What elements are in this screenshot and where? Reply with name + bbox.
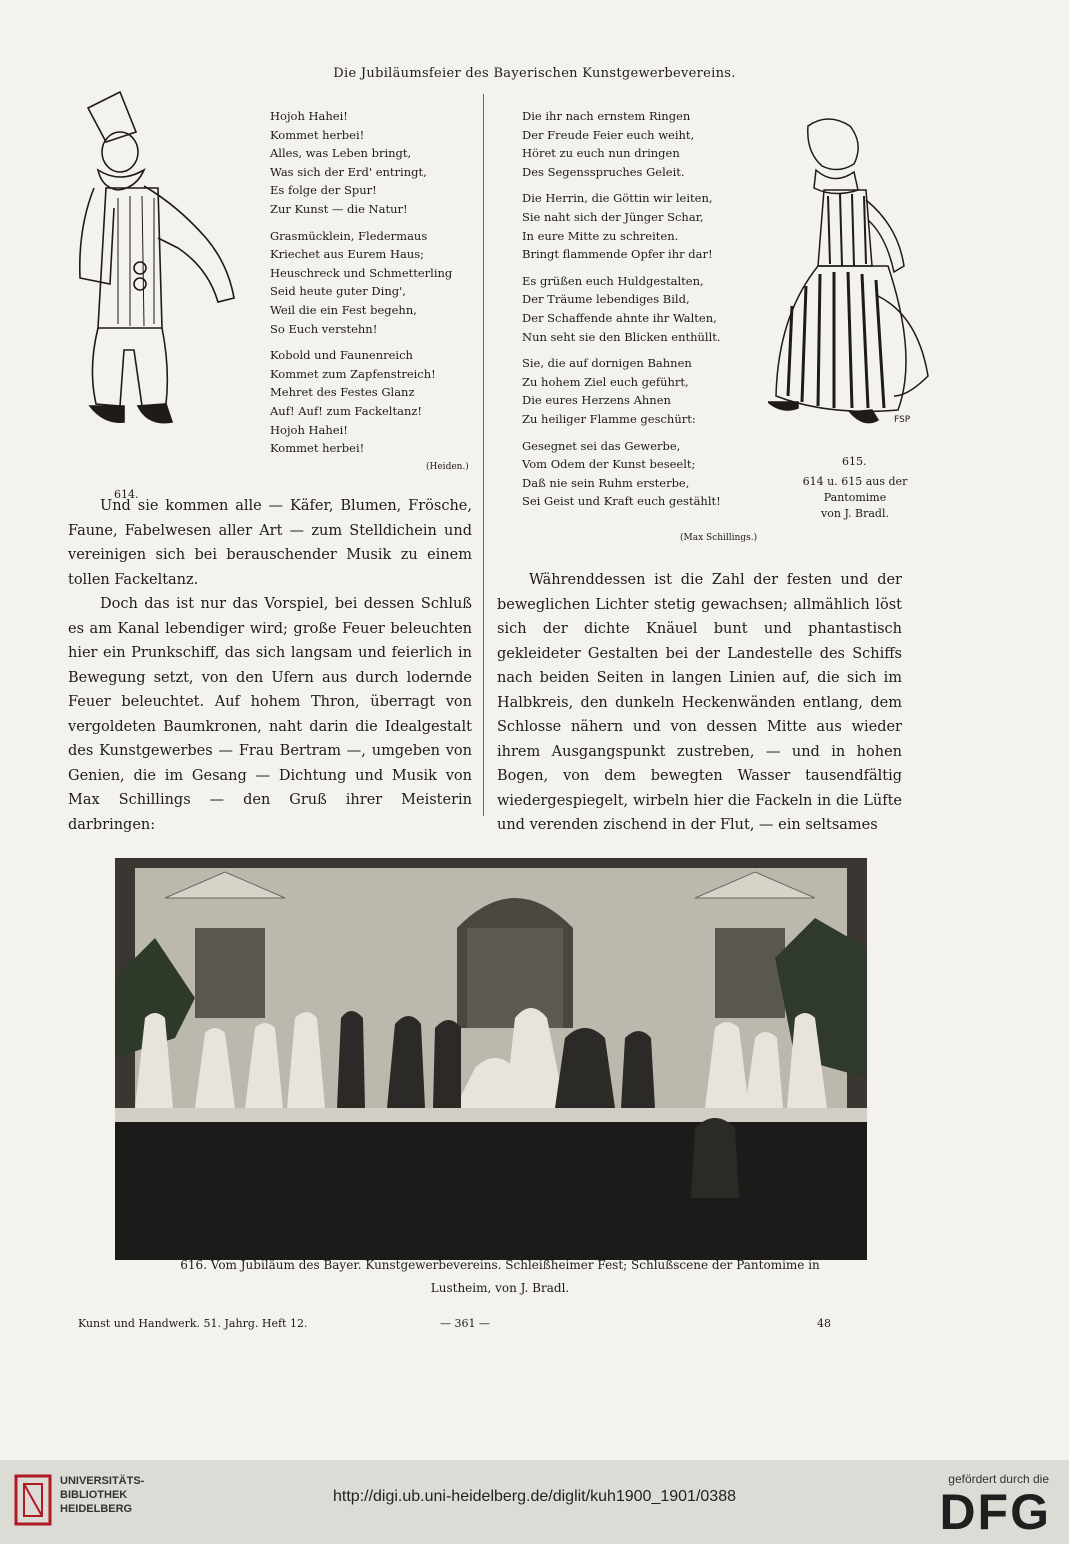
rococo-lady-illustration <box>768 116 938 441</box>
poem-line: Sie naht sich der Jünger Schar, <box>522 209 704 224</box>
paragraph: Doch das ist nur das Vorspiel, bei dessen Schluß es am Kanal lebendiger wird; große Feuer beleuchten hier ein Prunkschiff, das sich langsam und feierlich in Bewegung setzt, von den Ufern aus durch lodernde Feuer beleuchtet. Auf hohem Thron, überragt von vergoldeten Baumkronen, naht darin die Idealgestalt des Kunstgewerbes — Frau Bertram —, umgeben von Genien, die im Gesang — Dichtung und Musik von Max Schillings — den Gruß ihrer Meisterin darbringen: <box>68 596 472 833</box>
poem-line: In eure Mitte zu schreiten. <box>522 228 679 243</box>
poem-right-credit: (Max Schillings.) <box>680 533 758 543</box>
poem-right-stanza-4 <box>522 354 721 428</box>
poem-line: Hojoh Hahei! <box>270 422 348 437</box>
poem-line: Die ihr nach ernstem Ringen <box>522 109 691 123</box>
poem-line: Der Freude Feier euch weiht, <box>522 127 695 142</box>
footer-page-number: — 361 — <box>440 1317 490 1330</box>
poem-line: Zu heiliger Flamme geschürt: <box>522 411 696 426</box>
svg-text:FSP: FSP <box>894 415 911 425</box>
poem-line: Der Träume lebendiges Bild, <box>522 292 690 307</box>
dfg-logo: DFG <box>939 1484 1051 1540</box>
university-name-line-3: HEIDELBERG <box>60 1503 133 1515</box>
poem-line: Es grüßen euch Huldgestalten, <box>522 273 704 288</box>
poem-line: Sei Geist und Kraft euch gestählt! <box>522 494 721 509</box>
running-header: Die Jubiläumsfeier des Bayerischen Kunstgewerbevereins. <box>333 66 736 81</box>
poem-line: Auf! Auf! zum Fackeltanz! <box>270 403 423 418</box>
poem-right <box>522 107 721 519</box>
text-column-right <box>497 568 902 838</box>
footer-journal: Kunst und Handwerk. 51. Jahrg. Heft 12. <box>78 1317 308 1330</box>
poem-line: Des Segensspruches Geleit. <box>522 164 685 179</box>
poem-line: Es folge der Spur! <box>270 183 377 198</box>
photo-caption-line-1: 616. Vom Jubiläum des Bayer. Kunstgewerbevereins. Schleißheimer Fest; Schlußscene der Pantomime in <box>180 1258 820 1272</box>
poem-right-stanza-2 <box>522 189 721 263</box>
column-divider <box>483 94 484 816</box>
poem-left-stanza-2 <box>270 227 452 339</box>
figure-614-label: 614. <box>114 488 139 501</box>
poem-line: Kommet herbei! <box>270 127 365 142</box>
photo-caption <box>120 1254 880 1300</box>
university-name-line-2: BIBLIOTHEK <box>60 1489 128 1501</box>
poem-line: Höret zu euch nun dringen <box>522 146 680 161</box>
poem-line: Heuschreck und Schmetterling <box>270 265 453 280</box>
side-caption-line-2: Pantomime <box>823 491 887 504</box>
poem-right-stanza-5 <box>522 437 721 511</box>
pierrot-illustration <box>58 88 248 448</box>
poem-line: Die Herrin, die Göttin wir leiten, <box>522 191 713 206</box>
poem-line: Kommet herbei! <box>270 441 365 456</box>
poem-left-stanza-3 <box>270 346 452 458</box>
poem-right-stanza-3 <box>522 272 721 346</box>
poem-line: Weil die ein Fest begehn, <box>270 302 417 317</box>
stage-scene <box>115 858 867 1260</box>
figures-side-caption <box>790 474 920 522</box>
poem-line: Sie, die auf dornigen Bahnen <box>522 356 692 371</box>
poem-line: Seid heute guter Ding', <box>270 284 406 299</box>
poem-left-credit: (Heiden.) <box>426 462 469 472</box>
source-url[interactable]: http://digi.ub.uni-heidelberg.de/diglit/kuh1900_1901/0388 <box>333 1488 736 1505</box>
poem-left-stanza-1 <box>270 107 452 219</box>
poem-line: Kriechet aus Eurem Haus; <box>270 247 425 262</box>
funded-by-text: gefördert durch die <box>948 1472 1049 1486</box>
poem-line: Was sich der Erd' entringt, <box>270 164 427 179</box>
poem-line: Vom Odem der Kunst beseelt; <box>522 457 696 472</box>
poem-line: Daß nie sein Ruhm ersterbe, <box>522 475 690 490</box>
poem-line: Gesegnet sei das Gewerbe, <box>522 438 681 453</box>
paragraph: Währenddessen ist die Zahl der festen und der beweglichen Lichter stetig gewachsen; allmählich löst sich der dichte Knäuel bunt und phantastisch gekleideter Gestalten bei der Landestelle des Schiffs nach beiden Seiten in langen Linien auf, die sich im Halbkreis, den dunkeln Heckenwänden entlang, dem Schlosse nähern und von dessen Mitte aus wieder ihrem Ausgangspunkt zustreben, — und in hohen Bogen, von dem bewegten Wasser tausendfältig wiedergespiegelt, wirbeln hier die Fackeln in die Lüfte und verenden zischend in der Flut, — ein seltsames <box>497 572 902 833</box>
poem-line: Hojoh Hahei! <box>270 109 348 123</box>
poem-line: Kobold und Faunenreich <box>270 348 413 363</box>
text-column-left <box>68 494 472 837</box>
footer-sheet-number: 48 <box>817 1317 831 1330</box>
poem-line: Bringt flammende Opfer ihr dar! <box>522 247 713 262</box>
figure-615-label: 615. <box>842 455 867 468</box>
poem-line: Grasmücklein, Fledermaus <box>270 228 428 243</box>
paragraph: Und sie kommen alle — Käfer, Blumen, Frösche, Faune, Fabelwesen aller Art — zum Stelldichein und vereinigen sich bei berauschender Musik zu einem tollen Fackeltanz. <box>68 498 472 588</box>
poem-line: Nun seht sie den Blicken enthüllt. <box>522 329 721 344</box>
poem-line: Die eures Herzens Ahnen <box>522 393 671 408</box>
poem-line: Mehret des Festes Glanz <box>270 385 415 400</box>
poem-line: Kommet zum Zapfenstreich! <box>270 366 436 381</box>
poem-left <box>270 107 452 466</box>
poem-line: Alles, was Leben bringt, <box>270 146 412 161</box>
poem-line: So Euch verstehn! <box>270 321 378 336</box>
stage-photograph <box>115 858 867 1260</box>
side-caption-line-3: von J. Bradl. <box>821 507 889 520</box>
poem-right-stanza-1 <box>522 107 721 181</box>
poem-line: Der Schaffende ahnte ihr Walten, <box>522 310 717 325</box>
poem-line: Zur Kunst — die Natur! <box>270 201 408 216</box>
side-caption-line-1: 614 u. 615 aus der <box>802 475 908 488</box>
poem-line: Zu hohem Ziel euch geführt, <box>522 374 689 389</box>
university-name-line-1: UNIVERSITÄTS- <box>60 1475 145 1487</box>
photo-caption-line-2: Lustheim, von J. Bradl. <box>430 1281 570 1295</box>
